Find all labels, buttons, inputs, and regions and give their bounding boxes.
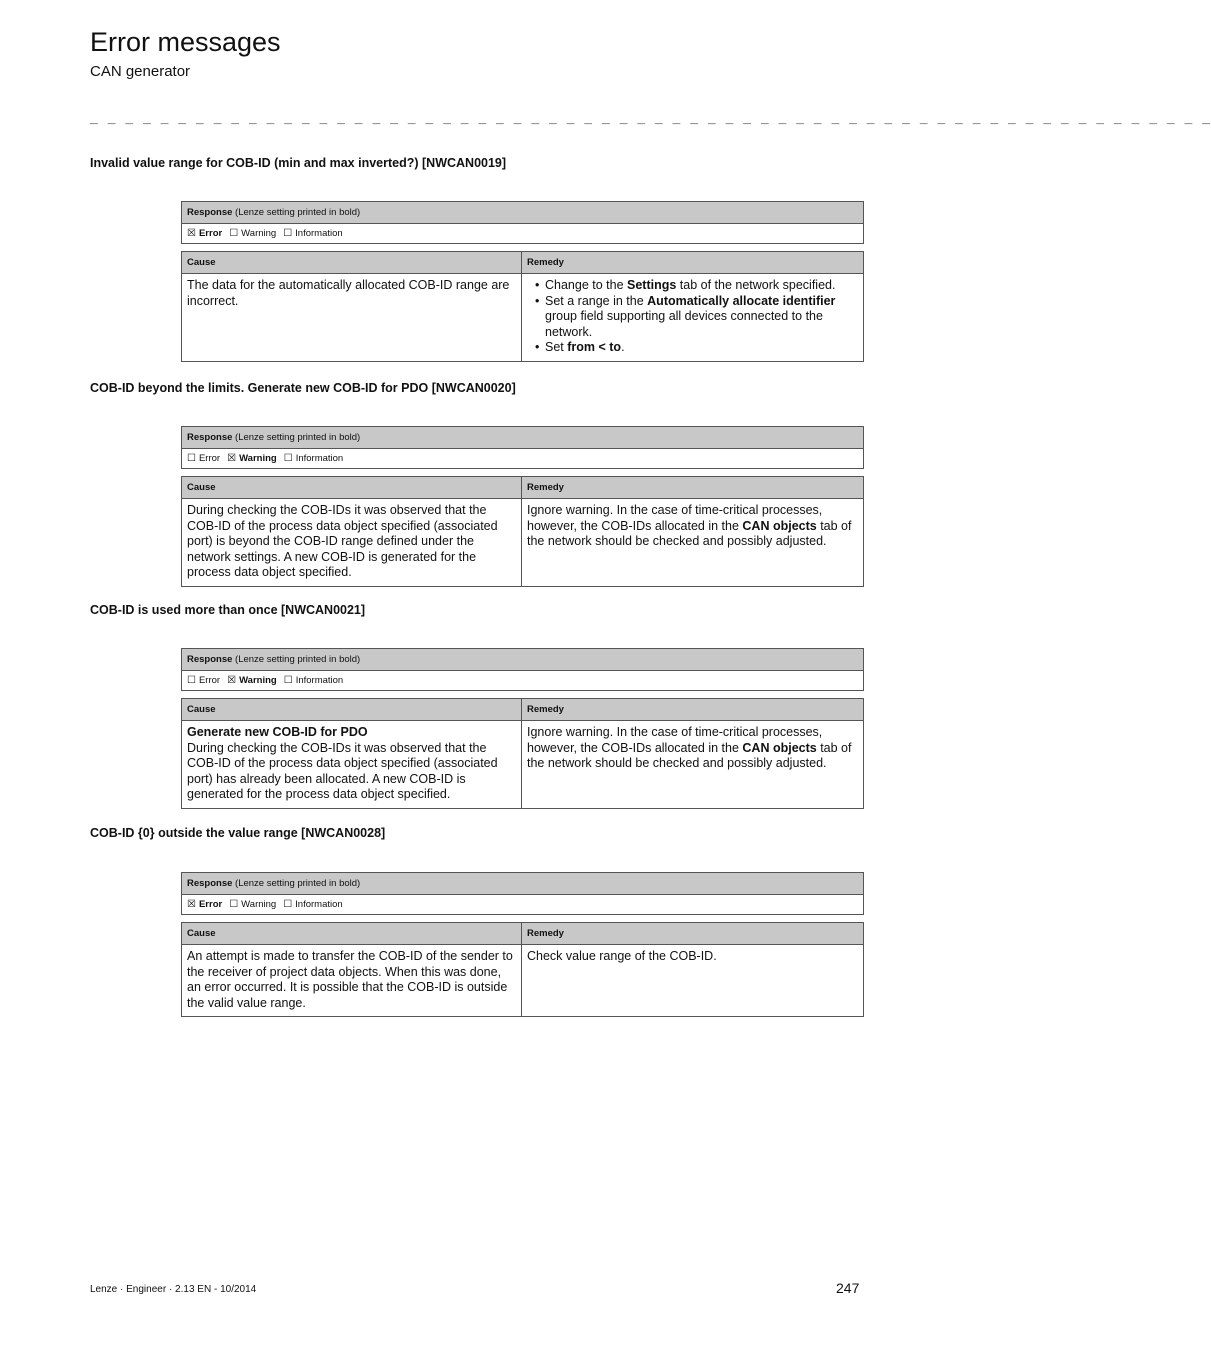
response-options xyxy=(182,671,863,690)
section-heading-nwcan0019: Invalid value range for COB-ID (min and max inverted?) [NWCAN0019] xyxy=(90,156,507,170)
option-warning: ☐ Warning xyxy=(229,899,277,910)
option-information: ☐ Information xyxy=(283,453,344,464)
checkbox-icon: ☐ xyxy=(283,453,293,464)
option-warning: ☒ Warning xyxy=(227,453,277,464)
remedy-cell: Check value range of the COB-ID. xyxy=(527,949,717,963)
cause-header: Cause xyxy=(182,252,522,274)
section-heading-nwcan0020: COB-ID beyond the limits. Generate new COB-ID for PDO [NWCAN0020] xyxy=(90,381,516,395)
response-table xyxy=(181,426,864,469)
cause-title: Generate new COB-ID for PDO xyxy=(187,725,368,739)
remedy-item: • Set a range in the Automatically allocate identifier group field supporting all devices connected to the network. xyxy=(535,294,858,341)
footer-publication: Lenze · Engineer · 2.13 EN - 10/2014 xyxy=(90,1284,257,1295)
cause-header: Cause xyxy=(182,923,522,945)
response-header xyxy=(182,873,863,895)
cause-remedy-table xyxy=(181,476,864,587)
remedy-cell xyxy=(522,274,863,361)
response-label: Response xyxy=(187,432,233,443)
page-title: Error messages xyxy=(90,27,281,57)
response-table xyxy=(181,872,864,915)
cause-header: Cause xyxy=(182,699,522,721)
cause-cell: An attempt is made to transfer the COB-ID of the sender to the receiver of project data objects. When this was done, an error occurred. It is possible that the COB-ID is outside the valid value range. xyxy=(182,945,522,1016)
checkbox-icon: ☐ xyxy=(283,899,293,910)
checkbox-icon: ☒ xyxy=(187,228,196,239)
checkbox-icon: ☐ xyxy=(283,675,293,686)
cause-remedy-table xyxy=(181,698,864,809)
checkbox-icon: ☐ xyxy=(229,899,239,910)
remedy-header: Remedy xyxy=(522,923,863,945)
dashed-separator: _ _ _ _ _ _ _ _ _ _ _ _ _ _ _ _ _ _ _ _ _ _ _ _ _ _ _ _ _ _ _ _ _ _ _ _ _ _ _ _ _ _ _ _ _ _ _ _ _ _ _ _ _ _ _ _ _ _ _ _ _ _ _ _ xyxy=(90,110,1211,125)
message-block-nwcan0019 xyxy=(181,201,864,362)
cause-cell: During checking the COB-IDs it was observed that the COB-ID of the process data object specified (associated port) is beyond the COB-ID range defined under the network settings. A new COB-ID is generated for the process data object specified. xyxy=(182,499,522,586)
message-block-nwcan0020 xyxy=(181,426,864,587)
option-information: ☐ Information xyxy=(283,675,344,686)
remedy-list xyxy=(527,278,858,356)
response-table xyxy=(181,201,864,244)
checkbox-icon: ☐ xyxy=(187,675,196,686)
response-header xyxy=(182,649,863,671)
response-options xyxy=(182,449,863,468)
remedy-header: Remedy xyxy=(522,252,863,274)
cause-cell: Generate new COB-ID for PDO During checking the COB-IDs it was observed that the COB-ID of the process data object specified (associated port) has already been allocated. A new COB-ID is generated for the process data object specified. xyxy=(182,721,522,808)
remedy-cell: Ignore warning. In the case of time-critical processes, however, the COB-IDs allocated in the CAN objects tab of the network should be checked and possibly adjusted. xyxy=(527,503,852,548)
message-block-nwcan0028 xyxy=(181,872,864,1017)
option-information: ☐ Information xyxy=(283,899,343,910)
checkbox-icon: ☐ xyxy=(187,453,196,464)
message-block-nwcan0021 xyxy=(181,648,864,809)
page-number: 247 xyxy=(836,1280,860,1296)
response-label: Response xyxy=(187,654,233,665)
remedy-header: Remedy xyxy=(522,477,863,499)
response-header xyxy=(182,427,863,449)
response-note: (Lenze setting printed in bold) xyxy=(232,432,361,443)
cause-remedy-table xyxy=(181,922,864,1017)
remedy-item: • Change to the Settings tab of the network specified. xyxy=(535,278,858,294)
cause-cell: The data for the automatically allocated COB-ID range are incorrect. xyxy=(182,274,522,361)
response-label: Response xyxy=(187,207,233,218)
checkbox-icon: ☐ xyxy=(229,228,239,239)
option-error: ☒ Error xyxy=(187,899,223,910)
remedy-cell: Ignore warning. In the case of time-critical processes, however, the COB-IDs allocated in the CAN objects tab of the network should be checked and possibly adjusted. xyxy=(527,725,852,770)
response-header xyxy=(182,202,863,224)
page-subtitle: CAN generator xyxy=(90,63,191,80)
checkbox-icon: ☒ xyxy=(227,453,237,464)
remedy-item: • Set from < to. xyxy=(535,340,858,356)
cause-header: Cause xyxy=(182,477,522,499)
response-options xyxy=(182,224,863,243)
option-error: ☐ Error xyxy=(187,675,221,686)
option-information: ☐ Information xyxy=(283,228,343,239)
option-warning: ☐ Warning xyxy=(229,228,277,239)
option-warning: ☒ Warning xyxy=(227,675,277,686)
section-heading-nwcan0021: COB-ID is used more than once [NWCAN0021] xyxy=(90,603,366,617)
cause-remedy-table xyxy=(181,251,864,362)
response-table xyxy=(181,648,864,691)
response-label: Response xyxy=(187,878,233,889)
option-error: ☒ Error xyxy=(187,228,223,239)
option-error: ☐ Error xyxy=(187,453,221,464)
response-note: (Lenze setting printed in bold) xyxy=(232,207,361,218)
checkbox-icon: ☒ xyxy=(227,675,237,686)
remedy-header: Remedy xyxy=(522,699,863,721)
response-note: (Lenze setting printed in bold) xyxy=(232,654,361,665)
response-note: (Lenze setting printed in bold) xyxy=(232,878,361,889)
response-options xyxy=(182,895,863,914)
checkbox-icon: ☐ xyxy=(283,228,293,239)
section-heading-nwcan0028: COB-ID {0} outside the value range [NWCAN0028] xyxy=(90,826,386,840)
checkbox-icon: ☒ xyxy=(187,899,196,910)
